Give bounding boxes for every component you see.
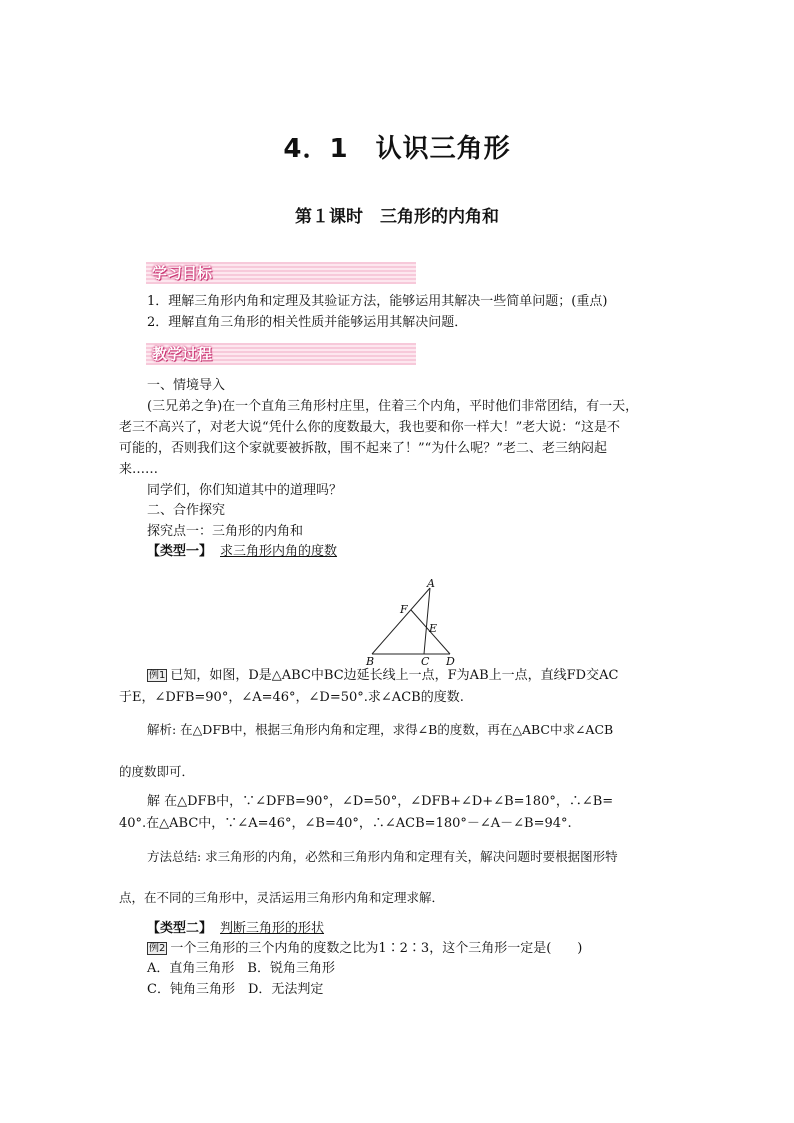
analysis-line1: 解析: 在△DFB中，根据三角形内角和定理，求得∠B的度数，再在△ABC中求∠ACB bbox=[147, 722, 614, 737]
segment-ac bbox=[424, 588, 430, 654]
lesson-subtitle: 第１课时 三角形的内角和 bbox=[295, 207, 499, 227]
example2-stem bbox=[147, 939, 582, 959]
intro-line: 来…… bbox=[119, 462, 159, 477]
example1-text: 已知，如图，D是△ABC中BC边延长线上一点，F为AB上一点，直线FD交AC bbox=[170, 668, 619, 683]
summary-line1: 方法总结: 求三角形的内角，必然和三角形内角和定理有关，解决问题时要根据图形特 bbox=[147, 849, 618, 864]
label-d: D bbox=[446, 655, 455, 668]
summary-line2: 点，在不同的三角形中，灵活运用三角形内角和定理求解． bbox=[119, 890, 445, 905]
solution-line2: 40°.在△ABC中，∵∠A=46°，∠B=40°，∴∠ACB=180°－∠A－∠B=94°. bbox=[119, 816, 572, 831]
example2-text: 一个三角形的三个内角的度数之比为1∶2∶3，这个三角形一定是( ) bbox=[170, 941, 583, 956]
intro-line: 可能的，否则我们这个家就要被拆散，围不起来了！”“为什么呢？”老二、老三纳闷起 bbox=[119, 441, 607, 456]
section-banner-goals bbox=[146, 262, 416, 284]
type2-tag: 【类型二】 bbox=[147, 921, 213, 936]
type2-title: 判断三角形的形状 bbox=[220, 921, 325, 936]
intro-line: (三兄弟之争)在一个直角三角形村庄里，住着三个内角，平时他们非常团结，有一天， bbox=[147, 399, 639, 414]
label-a: A bbox=[427, 577, 435, 590]
example1-line2: 于E，∠DFB=90°，∠A=46°，∠D=50°.求∠ACB的度数. bbox=[119, 690, 464, 705]
type2-heading bbox=[147, 919, 324, 939]
explore-heading: 二、合作探究 bbox=[147, 503, 226, 518]
type1-tag: 【类型一】 bbox=[147, 544, 213, 559]
type1-title: 求三角形内角的度数 bbox=[220, 544, 338, 559]
solution-line1: 解 在△DFB中，∵∠DFB=90°，∠D=50°，∠DFB+∠D+∠B=180°，∴∠B= bbox=[147, 794, 614, 809]
example2-badge: 例2 bbox=[149, 943, 166, 954]
explore-point: 探究点一：三角形的内角和 bbox=[147, 524, 304, 539]
section-banner-process bbox=[146, 343, 416, 365]
example2-options-ab: A．直角三角形 B．锐角三角形 bbox=[147, 961, 335, 976]
triangle-figure bbox=[360, 576, 470, 668]
example1-line1 bbox=[147, 666, 618, 686]
label-e: E bbox=[429, 622, 438, 635]
intro-heading: 一、情境导入 bbox=[147, 378, 226, 393]
label-c: C bbox=[421, 655, 430, 668]
type1-heading bbox=[147, 542, 337, 562]
goal-item-2: 2．理解直角三角形的相关性质并能够运用其解决问题． bbox=[147, 315, 468, 330]
example2-options-cd: C．钝角三角形 D．无法判定 bbox=[147, 982, 324, 997]
label-f: F bbox=[400, 603, 408, 616]
section-title-goals: 学习目标 bbox=[152, 264, 213, 282]
page-title: 4．1 认识三角形 bbox=[283, 134, 511, 164]
example1-badge: 例1 bbox=[149, 670, 166, 681]
analysis-line2: 的度数即可． bbox=[119, 764, 195, 779]
label-b: B bbox=[366, 655, 375, 668]
goal-item-1: 1．理解三角形内角和定理及其验证方法，能够运用其解决一些简单问题；(重点) bbox=[147, 294, 608, 309]
section-title-process: 教学过程 bbox=[152, 345, 213, 363]
intro-question: 同学们，你们知道其中的道理吗？ bbox=[147, 483, 343, 498]
intro-line: 老三不高兴了，对老大说“凭什么你的度数最大，我也要和你一样大！”老大说：“这是不 bbox=[119, 420, 620, 435]
